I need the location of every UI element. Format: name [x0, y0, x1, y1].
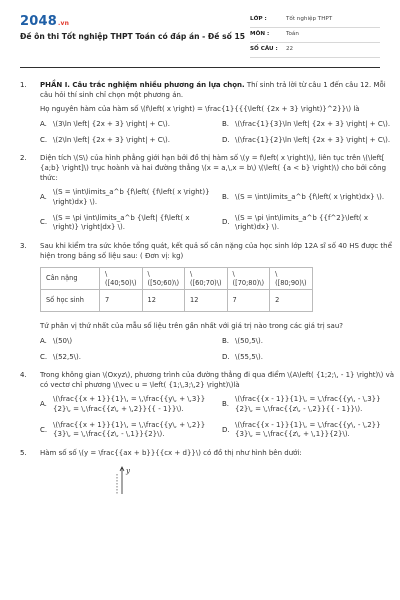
option-letter: A. [40, 336, 47, 345]
option-letter: B. [222, 193, 230, 202]
question-body [40, 449, 382, 494]
option-b[interactable] [222, 395, 396, 414]
option-text: \(50,5\). [235, 336, 263, 345]
question-stem: Họ nguyên hàm của hàm số \(f\left( x \right) = \frac{1}{{{\left( {2x + 3} \right)}^2}}\) là [40, 105, 360, 114]
function-graph [110, 464, 170, 494]
option-text: \(S = \int\limits_a^b {f\left( x \right)dx} \). [235, 193, 385, 202]
answer-options [40, 120, 396, 145]
info-value: 22 [286, 46, 294, 53]
table-cell: 2 [270, 290, 313, 312]
table-row [41, 268, 313, 290]
option-text: \(S = \pi \int\limits_a^b {\left| {f\left( x \right)} \right|dx} \). [53, 213, 190, 232]
info-row-class [250, 13, 380, 28]
header-divider [20, 67, 380, 68]
section-instructions: Thí sinh trả lời từ câu 1 đến câu 12. Mỗi câu hỏi thí sinh chỉ chọn một phương án. [40, 81, 386, 99]
question-stem: Trong không gian \(Oxyz\), phương trình của đường thẳng đi qua điểm \(A\left( {1;2;\, - 1} \right)\) và có vectơ chỉ phương \(\vec u = \left( {1;\,3;\,2} \right)\)là [40, 371, 395, 389]
option-text: \(S = \pi \int\limits_a^b {{f^2}\left( x \right)dx} \). [235, 213, 368, 232]
option-letter: A. [40, 193, 47, 202]
table-cell: 12 [142, 290, 185, 312]
logo-suffix: .vn [57, 20, 70, 27]
option-letter: C. [40, 352, 48, 361]
graph-axes [110, 464, 170, 494]
answer-options [40, 188, 396, 233]
table-cell: Cân nặng [41, 268, 100, 290]
option-text: \(\frac{{x - 1}}{1}\, = \,\frac{{y\, - \,3}}{2}\, = \,\frac{{z\, - \,2}}{{ - 1}}\). [235, 395, 381, 414]
site-logo[interactable] [20, 13, 69, 31]
option-text: \(52,5\). [53, 352, 81, 361]
option-d[interactable] [222, 136, 396, 146]
option-text: \(\frac{1}{2}\ln \left| {2x + 3} \right| + C\). [235, 135, 391, 144]
table-cell: \([80;90)\) [270, 268, 313, 290]
info-value: Toán [286, 31, 299, 38]
option-letter: B. [222, 400, 230, 409]
option-text: \(3\ln \left| {2x + 3} \right| + C\). [53, 119, 170, 128]
question-body [40, 81, 396, 145]
question-3 [20, 241, 392, 362]
document-title: Đề ôn thi Tốt nghiệp THPT Toán có đáp án - Đề số 15 [20, 32, 246, 41]
section-intro [40, 81, 396, 100]
option-letter: D. [222, 425, 230, 434]
section-heading: PHẦN I. Câu trắc nghiệm nhiều phương án lựa chọn. [40, 81, 245, 89]
option-a[interactable] [40, 120, 214, 130]
option-text: \(55,5\). [235, 352, 263, 361]
table-cell: \([40;50)\) [100, 268, 143, 290]
info-key: LỚP : [250, 16, 267, 23]
option-a[interactable] [40, 395, 214, 414]
option-letter: D. [222, 218, 230, 227]
question-4 [20, 371, 395, 440]
option-c[interactable] [40, 214, 214, 233]
question-body [40, 154, 396, 233]
data-table [40, 267, 313, 312]
option-text: \(\frac{{x + 1}}{1}\, = \,\frac{{y\, + \,2}}{3}\, = \,\frac{{z\, - \,1}}{2}\). [53, 420, 206, 439]
question-2 [20, 154, 387, 233]
question-body [40, 371, 396, 440]
option-b[interactable] [222, 120, 396, 130]
option-c[interactable] [40, 353, 214, 363]
document-header [0, 0, 400, 60]
option-letter: A. [40, 400, 47, 409]
option-text: \(\frac{{x + 1}}{1}\, = \,\frac{{y\, + \,3}}{2}\, = \,\frac{{z\, + \,2}}{{ - 1}}\). [53, 395, 206, 414]
question-number: 3. [20, 241, 27, 250]
table-cell: \([50;60)\) [142, 268, 185, 290]
question-number: 5. [20, 449, 27, 458]
logo-text: 2048 [20, 14, 57, 29]
option-d[interactable] [222, 421, 396, 440]
option-text: \(\frac{1}{3}\ln \left| {2x + 3} \right| + C\). [235, 119, 391, 128]
option-letter: C. [40, 135, 48, 144]
info-box [250, 13, 380, 58]
option-letter: C. [40, 425, 48, 434]
question-stem: Hàm số số \(y = \frac{{ax + b}}{{cx + d}}\) có đồ thị như hình bên dưới: [40, 449, 302, 458]
option-letter: D. [222, 352, 230, 361]
option-text: \(\frac{{x - 1}}{1}\, = \,\frac{{y\, - \,2}}{3}\, = \,\frac{{z\, + \,1}}{2}\). [235, 420, 381, 439]
question-number: 2. [20, 154, 27, 163]
table-cell: \([70;80)\) [227, 268, 270, 290]
question-number: 1. [20, 81, 27, 89]
question-list [20, 81, 395, 503]
table-cell: \([60;70)\) [185, 268, 228, 290]
question-1 [20, 81, 391, 145]
option-text: \(S = \int\limits_a^b {f\left( {f\left( x \right)} \right)dx} \). [53, 188, 210, 206]
option-c[interactable] [40, 421, 214, 440]
option-letter: C. [40, 218, 48, 227]
option-b[interactable] [222, 188, 396, 207]
table-cell: Số học sinh [41, 290, 100, 312]
question-followup: Tứ phân vị thứ nhất của mẫu số liệu trên gần nhất với giá trị nào trong các giá trị sau? [40, 322, 343, 331]
option-b[interactable] [222, 337, 396, 347]
option-text: \(2\ln \left| {2x + 3} \right| + C\). [53, 135, 170, 144]
info-key: MÔN : [250, 31, 270, 38]
option-a[interactable] [40, 188, 214, 207]
option-letter: D. [222, 135, 230, 144]
question-number: 4. [20, 371, 27, 380]
question-stem: Diện tích \(S\) của hình phẳng giới hạn bởi đồ thị hàm số \(y = f\left( x \right)\), liên tục trên \(\left[ {a;b} \right]\) trục hoành và hai đường thẳng \(x = a,\,x = b\) \(\left( {a < b} \right)\) cho bởi công thức: [40, 154, 387, 182]
answer-options [40, 337, 396, 362]
option-letter: B. [222, 336, 230, 345]
option-text: \(50\) [53, 336, 73, 345]
option-d[interactable] [222, 214, 396, 233]
option-d[interactable] [222, 353, 396, 363]
table-cell: 7 [100, 290, 143, 312]
info-value: Tốt nghiệp THPT [286, 16, 333, 23]
info-row-count [250, 43, 380, 58]
answer-options [40, 395, 396, 440]
option-letter: A. [40, 119, 47, 128]
option-letter: B. [222, 119, 230, 128]
option-a[interactable] [40, 337, 214, 347]
table-cell: 7 [227, 290, 270, 312]
y-axis-label: y [126, 466, 130, 475]
info-row-subject [250, 28, 380, 43]
question-stem: Sau khi kiểm tra sức khỏe tổng quát, kết quả số cân nặng của học sinh lớp 12A sĩ số 40 HS được thể hiện trong bảng số liệu sau: ( Đơn vị: kg) [40, 241, 392, 260]
table-row [41, 290, 313, 312]
info-key: SỐ CÂU : [250, 46, 278, 53]
option-c[interactable] [40, 136, 214, 146]
question-body [40, 242, 396, 362]
question-5 [20, 449, 382, 494]
table-cell: 12 [185, 290, 228, 312]
